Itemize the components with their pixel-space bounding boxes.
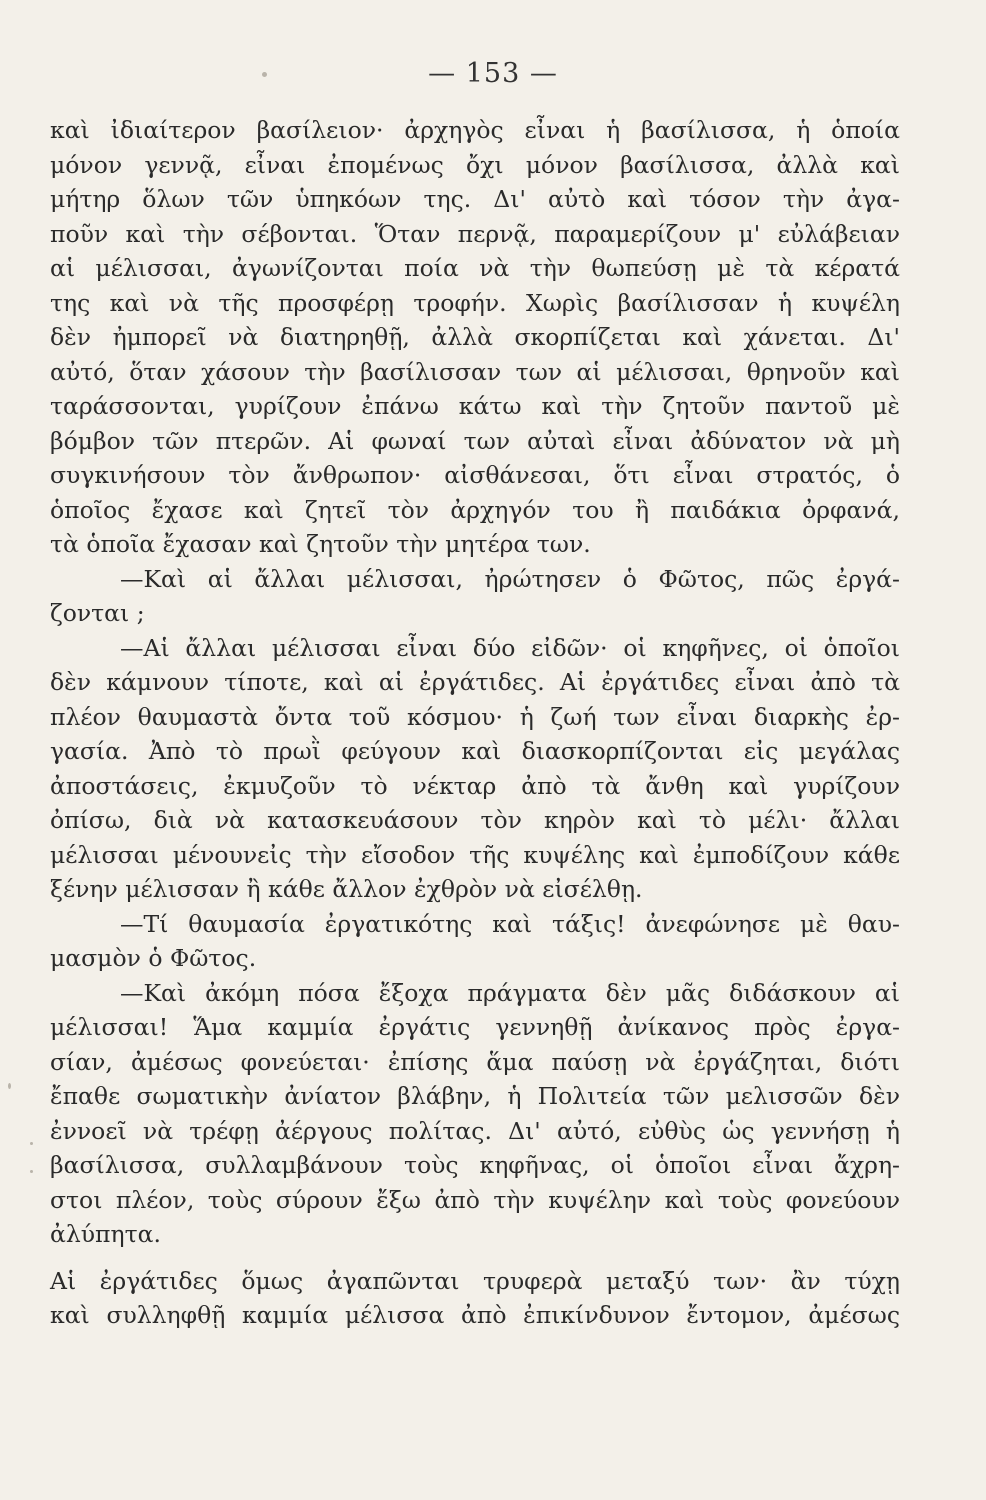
text-line: —Καὶ αἱ ἄλλαι μέλισσαι, ἠρώτησεν ὁ Φῶτος, πῶς ἐργά-	[120, 564, 900, 593]
text-line: ταράσσονται, γυρίζουν ἐπάνω κάτω καὶ τὴν ζητοῦν παντοῦ μὲ	[50, 392, 900, 420]
text-line: μέλισσαι! Ἅμα καμμία ἐργάτις γεννηθῇ ἀνίκανος πρὸς ἐργα-	[50, 1013, 900, 1041]
text-line: ὀπίσω, διὰ νὰ κατασκευάσουν τὸν κηρὸν καὶ τὸ μέλι· ἄλλαι	[50, 806, 900, 834]
text-line: Αἱ ἐργάτιδες ὅμως ἀγαπῶνται τρυφερὰ μεταξύ των· ἂν τύχῃ	[50, 1266, 900, 1295]
paper-speck	[30, 1170, 33, 1173]
text-line: ζονται ;	[50, 599, 145, 627]
text-line: —Τί θαυμασία ἐργατικότης καὶ τάξις! ἀνεφώνησε μὲ θαυ-	[120, 909, 900, 938]
text-line: ποῦν καὶ τὴν σέβονται. Ὅταν περνᾷ, παραμερίζουν μ' εὐλάβειαν	[50, 219, 900, 248]
paper-speck	[30, 1142, 33, 1145]
text-line: της καὶ νὰ τῆς προσφέρῃ τροφήν. Χωρὶς βασίλισσαν ἡ κυψέλη	[50, 288, 900, 317]
text-line: πλέον θαυμαστὰ ὄντα τοῦ κόσμου· ἡ ζωή των εἶναι διαρκὴς ἐρ-	[50, 702, 900, 731]
text-line: δὲν κάμνουν τίποτε, καὶ αἱ ἐργάτιδες. Αἱ ἐργάτιδες εἶναι ἀπὸ τὰ	[50, 668, 900, 696]
text-line: στοι πλέον, τοὺς σύρουν ἔξω ἀπὸ τὴν κυψέλην καὶ τοὺς φονεύουν	[50, 1185, 900, 1214]
text-line: δὲν ἠμπορεῖ νὰ διατηρηθῇ, ἀλλὰ σκορπίζεται καὶ χάνεται. Δι'	[50, 323, 900, 351]
text-line: μασμὸν ὁ Φῶτος.	[50, 944, 257, 972]
text-line: ἐννοεῖ νὰ τρέφῃ ἀέργους πολίτας. Δι' αὐτό, εὐθὺς ὡς γεννήσῃ ἡ	[50, 1116, 900, 1145]
text-line: μόνον γεννᾷ, εἶναι ἐπομένως ὄχι μόνον βασίλισσα, ἀλλὰ καὶ	[50, 150, 900, 179]
text-line: μήτηρ ὅλων τῶν ὑπηκόων της. Δι' αὐτὸ καὶ τόσον τὴν ἀγα-	[50, 185, 900, 213]
text-line: μέλισσαι μένουνεἰς τὴν εἴσοδον τῆς κυψέλης καὶ ἐμποδίζουν κάθε	[50, 840, 900, 869]
text-line: αἱ μέλισσαι, ἀγωνίζονται ποία νὰ τὴν θωπεύσῃ μὲ τὰ κέρατά	[50, 254, 900, 282]
text-line: βασίλισσα, συλλαμβάνουν τοὺς κηφῆνας, οἱ ὁποῖοι εἶναι ἄχρη-	[50, 1151, 900, 1179]
text-line: ἔπαθε σωματικὴν ἀνίατον βλάβην, ἡ Πολιτεία τῶν μελισσῶν δὲν	[50, 1082, 900, 1110]
text-line: σίαν, ἀμέσως φονεύεται· ἐπίσης ἅμα παύσῃ νὰ ἐργάζηται, διότι	[50, 1047, 900, 1076]
text-line: —Καὶ ἀκόμη πόσα ἔξοχα πράγματα δὲν μᾶς διδάσκουν αἱ	[120, 978, 900, 1007]
text-line: ξένην μέλισσαν ἢ κάθε ἄλλον ἐχθρὸν νὰ εἰσέλθῃ.	[50, 875, 643, 903]
paragraph-gap	[50, 1252, 900, 1264]
text-line: καὶ ἰδιαίτερον βασίλειον· ἀρχηγὸς εἶναι ἡ βασίλισσα, ἡ ὁποία	[50, 116, 900, 144]
page-number: — 153 —	[428, 58, 558, 89]
text-line: καὶ συλληφθῇ καμμία μέλισσα ἀπὸ ἐπικίνδυνον ἔντομον, ἀμέσως	[50, 1301, 900, 1329]
text-line: ἀλύπητα.	[50, 1220, 161, 1248]
text-line: —Αἱ ἄλλαι μέλισσαι εἶναι δύο εἰδῶν· οἱ κηφῆνες, οἱ ὁποῖοι	[120, 633, 900, 662]
text-line: ὁποῖος ἔχασε καὶ ζητεῖ τὸν ἀρχηγόν του ἢ παιδάκια ὀρφανά,	[50, 495, 900, 524]
paper-speck	[8, 1083, 11, 1089]
text-line: βόμβον τῶν πτερῶν. Αἱ φωναί των αὐταὶ εἶναι ἀδύνατον νὰ μὴ	[50, 426, 900, 455]
paper-speck	[262, 72, 267, 77]
text-line: αὐτό, ὅταν χάσουν τὴν βασίλισσαν των αἱ μέλισσαι, θρηνοῦν καὶ	[50, 357, 900, 386]
body-text	[50, 113, 900, 1333]
text-line: γασία. Ἀπὸ τὸ πρωῒ φεύγουν καὶ διασκορπίζονται εἰς μεγάλας	[50, 737, 900, 765]
text-line: ἀποστάσεις, ἐκμυζοῦν τὸ νέκταρ ἀπὸ τὰ ἄνθη καὶ γυρίζουν	[50, 771, 900, 800]
text-line: συγκινήσουν τὸν ἄνθρωπον· αἰσθάνεσαι, ὅτι εἶναι στρατός, ὁ	[50, 461, 900, 489]
text-line: τὰ ὁποῖα ἔχασαν καὶ ζητοῦν τὴν μητέρα των.	[50, 530, 591, 558]
